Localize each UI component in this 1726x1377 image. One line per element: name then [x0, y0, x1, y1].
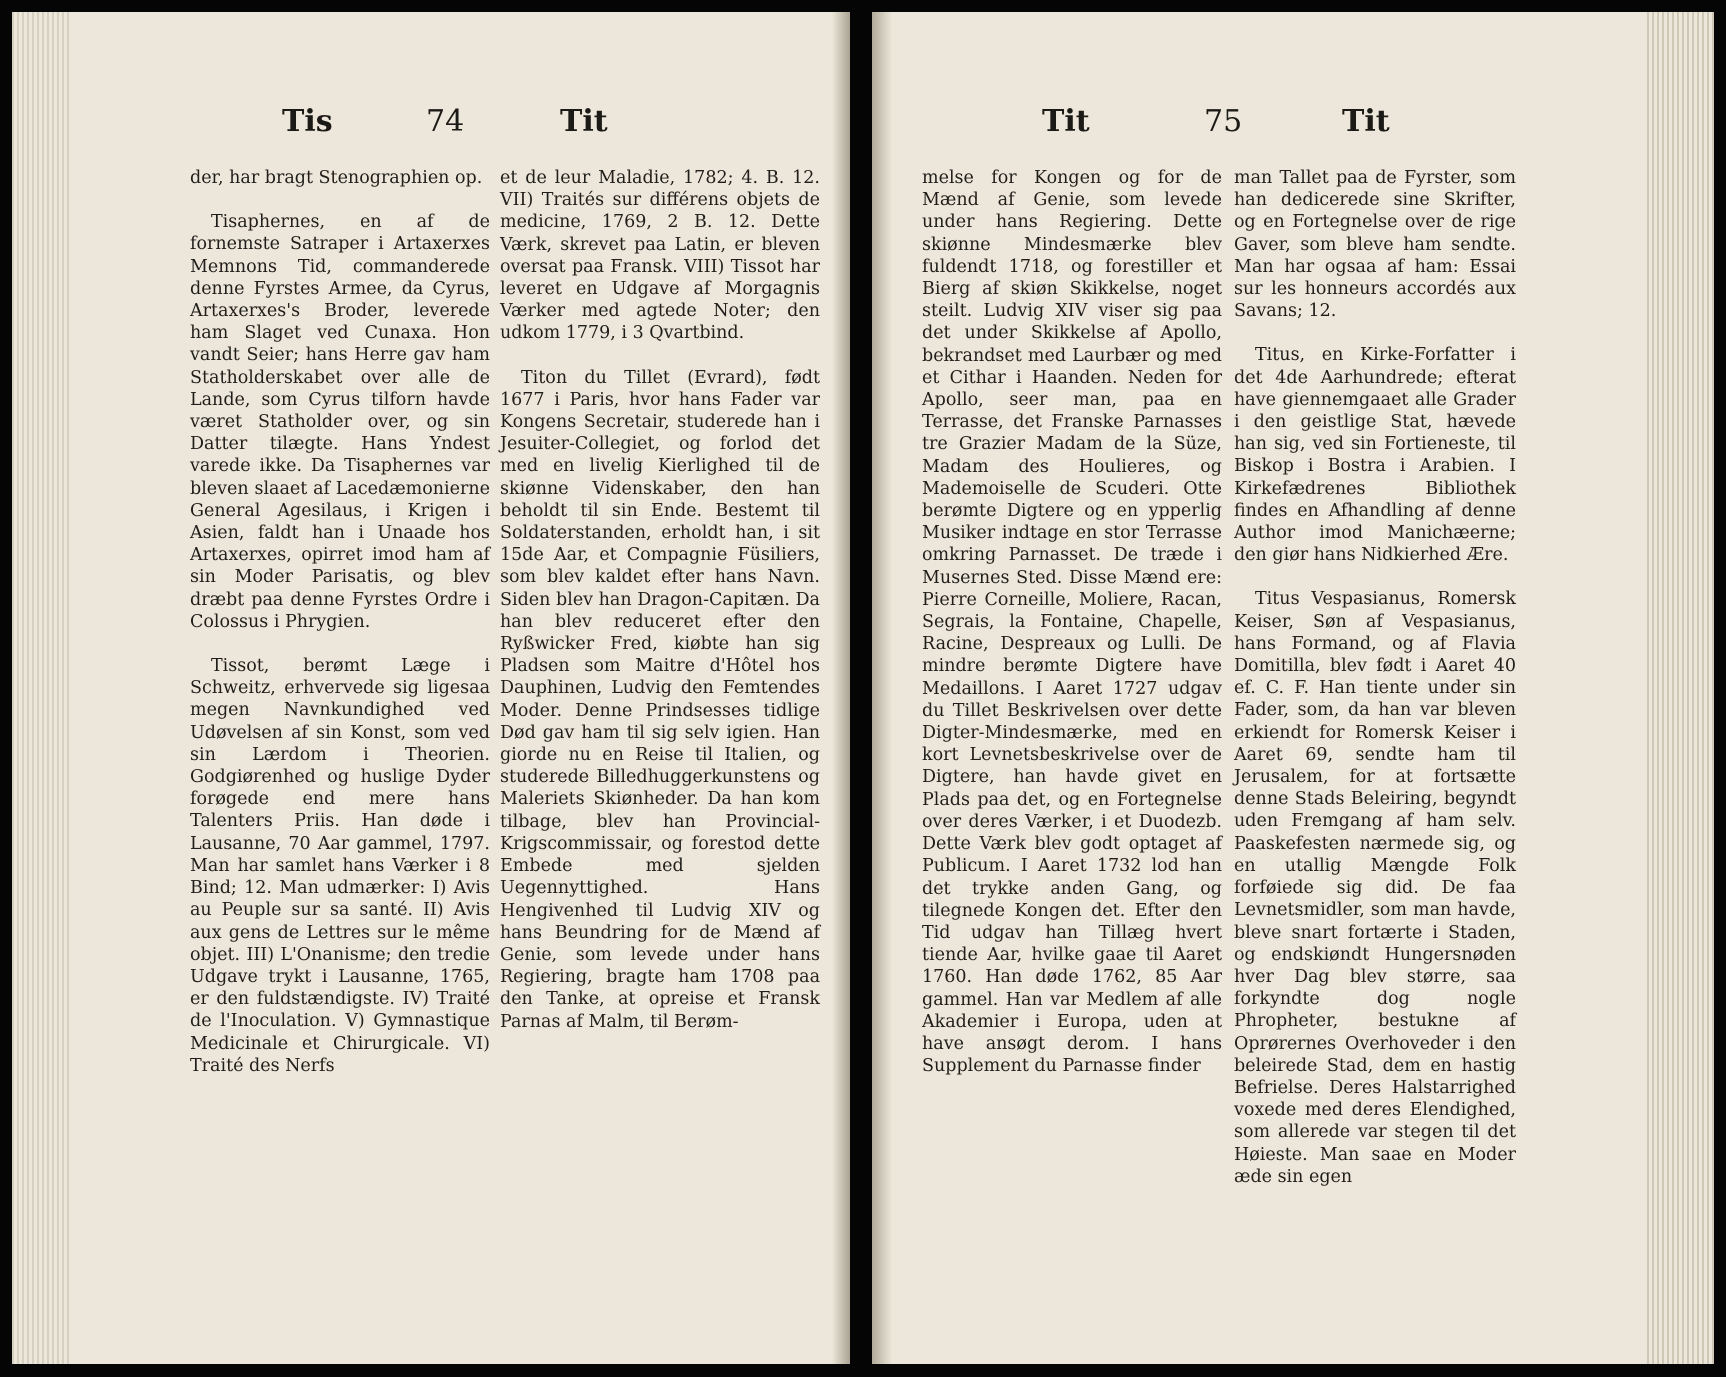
entry-paragraph: Tisaphernes, en af de fornemste Satraper i Artaxerxes Memnons Tid, commanderede denne Fyrstes Armee, da Cyrus, Artaxerxes's Broder, leverede ham Slaget ved Cunaxa. Hon vandt Seier; hans Herre gav ham Statholderskabet over alle de Lande, som Cyrus tilforn havde været Statholder over, og sin Datter tilægte. Hans Yndest varede ikke. Da Tisaphernes var bleven slaaet af Lacedæmonierne General Agesilaus, i Krigen i Asien, faldt han i Unaade hos Artaxerxes, opirret imod ham af sin Moder Parisatis, og blev dræbt paa denne Fyrstes Ordre i Colossus i Phrygien.	[190, 212, 490, 632]
entry-paragraph: Tissot, berømt Læge i Schweitz, erhvervede sig ligesaa megen Navnkundighed ved Udøvelsen af sin Konst, som ved sin Lærdom i Theorien. Godgiørenhed og huslige Dyder forøgede end mere hans Talenters Priis. Han døde i Lausanne, 70 Aar gammel, 1797. Man har samlet hans Værker i 8 Bind; 12. Man udmærker: I) Avis au Peuple sur sa santé. II) Avis aux gens de Lettres sur le même objet. III) L'Onanisme; den tredie Udgave trykt i Lausanne, 1765, er den fuldstændigste. IV) Traité de l'Inoculation. V) Gymnastique Medicinale et Chirurgicale. VI) Traité des Nerfs	[190, 656, 490, 1076]
right-page-number: 75	[1204, 104, 1243, 139]
entry-paragraph: Titus Vespasianus, Romersk Keiser, Søn af Vespasianus, hans Formand, og af Flavia Domitilla, blev født i Aaret 40 ef. C. F. Han tiente under sin Fader, som, da han var bleven erkiendt for Romersk Keiser i Aaret 69, sendte ham til Jerusalem, for at fortsætte denne Stads Beleiring, begyndt uden Fremgang af ham selv. Paaskefesten nærmede sig, og en utallig Mængde Folk forføiede sig did. De faa Levnetsmidler, som man havde, bleve snart fortærte i Staden, og endskiøndt Hungersnøden hver Dag blev større, saa forkyndte dog nogle Phropheter, bestukne af Oprørernes Overhoveder i den beleirede Stad, dem en hastig Befrielse. Deres Halstarrighed voxede med deres Elendighed, som allerede var stegen til det Høieste. Man saae en Moder æde sin egen	[1234, 589, 1516, 1187]
entry-paragraph: man Tallet paa de Fyrster, som han dedicerede sine Skrifter, og en Fortegnelse over de rige Gaver, som bleve ham sendte. Man har ogsaa af ham: Essai sur les honneurs accordés aux Savans; 12.	[1234, 168, 1516, 322]
right-page	[872, 12, 1714, 1364]
right-header-entry-start: Tit	[1042, 104, 1090, 139]
right-header-entry-end: Tit	[1342, 104, 1390, 139]
left-page-column-1	[190, 167, 490, 1099]
left-header-entry-end: Tit	[560, 104, 608, 139]
left-page-header	[12, 104, 850, 154]
entry-paragraph: Titon du Tillet (Evrard), født 1677 i Paris, hvor hans Fader var Kongens Secretair, studerede han i Jesuiter-Collegiet, og forlod det med en livelig Kierlighed til de skiønne Videnskaber, den han beholdt til sin Ende. Bestemt til Soldaterstanden, erholdt han, i sit 15de Aar, et Compagnie Füsiliers, som blev kaldet efter hans Navn. Siden blev han Dragon-Capitæn. Da han blev reduceret efter den Ryßwicker Fred, kiøbte han sig Pladsen som Maitre d'Hôtel hos Dauphinen, Ludvig den Femtendes Moder. Denne Prindsesses tidlige Død gav ham til sig selv igien. Han giorde nu en Reise til Italien, og studerede Billedhuggerkunstens og Maleriets Skiønheder. Da han kom tilbage, blev han Provincial-Krigscommissair, og forestod dette Embede med sjelden Uegennyttighed. Hans Hengivenhed til Ludvig XIV og hans Beundring for de Mænd af Genie, som levede under hans Regiering, bragte ham 1708 paa den Tanke, at opreise et Fransk Parnas af Malm, til Berøm-	[500, 367, 820, 1032]
right-page-header	[872, 104, 1714, 154]
right-page-column-1	[922, 167, 1222, 1099]
entry-paragraph: melse for Kongen og for de Mænd af Genie, som levede under hans Regiering. Dette skiønne Mindesmærke blev fuldendt 1718, og forestiller et Bierg af skiøn Skikkelse, noget steilt. Ludvig XIV viser sig paa det under Skikkelse af Apollo, bekrandset med Laurbær og med et Cithar i Haanden. Neden for Apollo, seer man, paa en Terrasse, det Franske Parnasses tre Grazier Madam de la Süze, Madam des Houlieres, og Mademoiselle de Scuderi. Otte berømte Digtere og en ypperlig Musiker indtage en stor Terrasse omkring Parnasset. De træde i Musernes Sted. Disse Mænd ere: Pierre Corneille, Moliere, Racan, Segrais, la Fontaine, Chapelle, Racine, Despreaux og Lulli. De mindre berømte Digtere have Medaillons. I Aaret 1727 udgav du Tillet Beskrivelsen over dette Digter-Mindesmærke, med en kort Levnetsbeskrivelse over de Digtere, han havde givet en Plads paa det, og en Fortegnelse over deres Værker, i et Duodezb. Dette Værk blev godt optaget af Publicum. I Aaret 1732 lod han det trykke anden Gang, og tilegnede Kongen det. Efter den Tid udgav han Tillæg hvert tiende Aar, hvilke gaae til Aaret 1760. Han døde 1762, 85 Aar gammel. Han var Medlem af alle Akademier i Europa, uden at have ansøgt derom. I hans Supplement du Parnasse finder	[922, 168, 1222, 1077]
entry-paragraph: der, har bragt Stenographien op.	[190, 168, 483, 188]
entry-paragraph: et de leur Maladie, 1782; 4. B. 12. VII) Traités sur différens objets de medicine, 1769, 2 B. 12. Dette Værk, skrevet paa Latin, er bleven oversat paa Fransk. VIII) Tissot har leveret en Udgave af Morgagnis Værker med agtede Noter; den udkom 1779, i 3 Qvartbind.	[500, 168, 820, 344]
left-page-column-2	[500, 167, 820, 1055]
entry-paragraph: Titus, en Kirke-Forfatter i det 4de Aarhundrede; efterat have giennemgaaet alle Grader i den geistlige Stat, hævede han sig, ved sin Fortieneste, til Biskop i Bostra i Arabien. I Kirkefædrenes Bibliothek findes en Afhandling af denne Author imod Manichæerne; den giør hans Nidkierhed Ære.	[1234, 345, 1516, 566]
left-page	[12, 12, 850, 1364]
left-header-entry-start: Tis	[282, 104, 333, 139]
right-page-column-2	[1234, 167, 1516, 1210]
left-page-number: 74	[426, 104, 465, 139]
